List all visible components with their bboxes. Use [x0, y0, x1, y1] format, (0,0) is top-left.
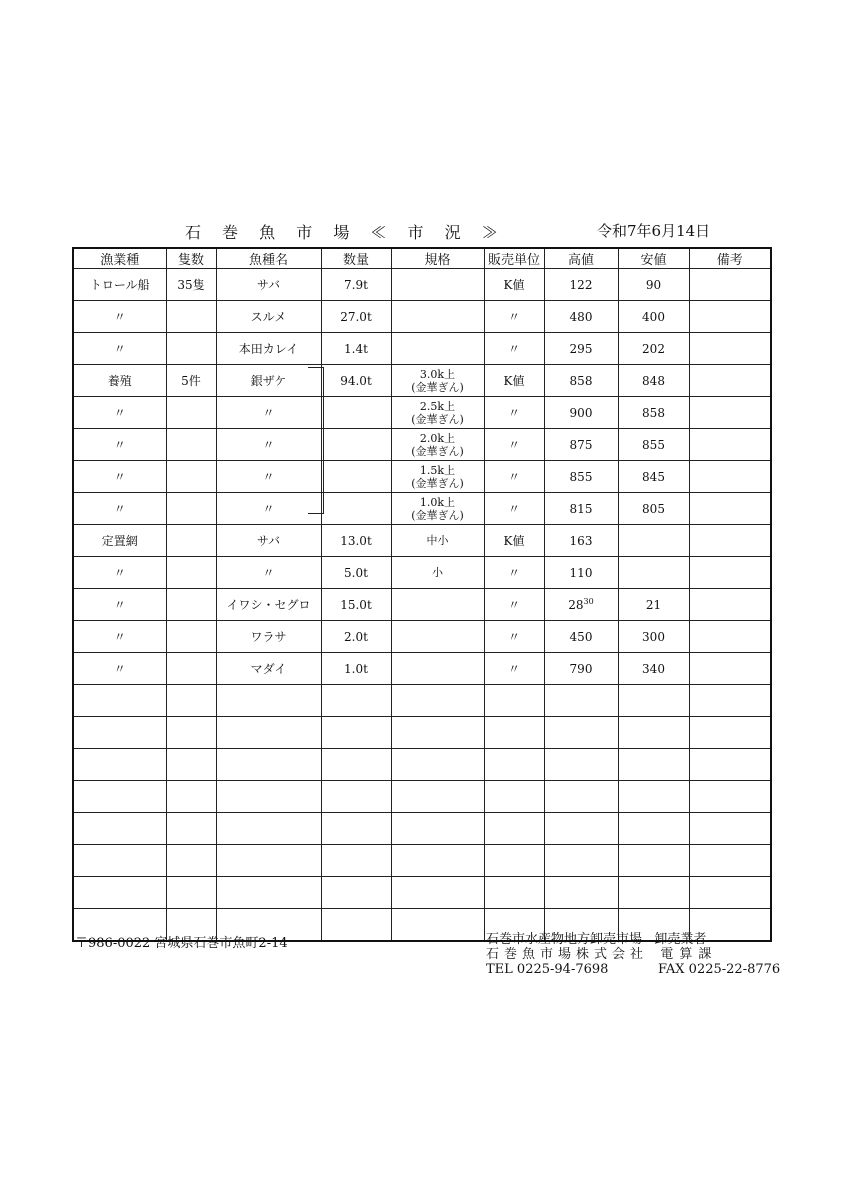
empty-cell [544, 845, 618, 877]
cell-fish: 本田カレイ [216, 333, 321, 365]
empty-cell [391, 813, 484, 845]
empty-cell [216, 781, 321, 813]
cell-type: 〃 [73, 461, 166, 493]
cell-spec [391, 525, 484, 557]
cell-high [544, 429, 618, 461]
cell-type: 定置網 [73, 525, 166, 557]
cell-note [689, 621, 771, 653]
cell-high [544, 493, 618, 525]
grouping-bracket [308, 367, 324, 514]
cell-unit: 〃 [484, 333, 544, 365]
empty-cell [689, 845, 771, 877]
cell-count [166, 429, 216, 461]
cell-fish: マダイ [216, 653, 321, 685]
cell-qty [321, 461, 391, 493]
cell-qty: 1.4t [321, 333, 391, 365]
spec-line: 3.0k上 [419, 367, 456, 381]
cell-unit: 〃 [484, 557, 544, 589]
footer-contact [486, 932, 780, 977]
empty-row [73, 749, 771, 781]
spec-line: 中小 [426, 534, 449, 547]
empty-cell [544, 813, 618, 845]
high-value: 858 [569, 373, 593, 388]
cell-high [544, 525, 618, 557]
cell-spec [391, 365, 484, 397]
empty-cell [166, 749, 216, 781]
cell-count [166, 397, 216, 429]
cell-type: 〃 [73, 429, 166, 461]
cell-count [166, 461, 216, 493]
cell-low: 202 [618, 333, 689, 365]
empty-cell [321, 685, 391, 717]
cell-low: 340 [618, 653, 689, 685]
empty-cell [689, 813, 771, 845]
cell-unit: 〃 [484, 493, 544, 525]
cell-qty: 15.0t [321, 589, 391, 621]
cell-fish: イワシ・セグロ [216, 589, 321, 621]
col-header: 漁業種 [73, 248, 166, 269]
cell-type: 〃 [73, 621, 166, 653]
cell-note [689, 333, 771, 365]
cell-fish: サバ [216, 269, 321, 301]
spec-line: (金華ぎん) [411, 508, 464, 522]
cell-high [544, 269, 618, 301]
cell-note [689, 301, 771, 333]
empty-cell [689, 877, 771, 909]
cell-unit: K値 [484, 269, 544, 301]
footer-org1: 石巻市水産物地方卸売市場 [486, 932, 643, 947]
spec-line: 1.5k上 [419, 463, 456, 477]
high-value: 875 [569, 437, 593, 452]
cell-count [166, 301, 216, 333]
high-value: 855 [569, 469, 593, 484]
cell-fish: 〃 [216, 429, 321, 461]
market-table [72, 247, 772, 942]
high-value: 450 [569, 629, 593, 644]
footer-address: 〒986-0022 宮城県石巻市魚町2-14 [75, 936, 288, 951]
cell-spec [391, 333, 484, 365]
cell-low: 858 [618, 397, 689, 429]
cell-type: 〃 [73, 589, 166, 621]
high-value: 815 [569, 501, 593, 516]
cell-low: 848 [618, 365, 689, 397]
table-row [73, 557, 771, 589]
cell-unit: K値 [484, 525, 544, 557]
empty-cell [484, 781, 544, 813]
empty-cell [544, 781, 618, 813]
empty-cell [73, 685, 166, 717]
spec-line: 小 [432, 566, 443, 579]
empty-cell [216, 845, 321, 877]
empty-cell [391, 909, 484, 942]
cell-low [618, 525, 689, 557]
empty-cell [544, 877, 618, 909]
empty-cell [391, 685, 484, 717]
empty-cell [484, 813, 544, 845]
empty-cell [391, 845, 484, 877]
empty-cell [484, 717, 544, 749]
cell-qty: 13.0t [321, 525, 391, 557]
cell-low: 300 [618, 621, 689, 653]
cell-count [166, 525, 216, 557]
cell-qty [321, 397, 391, 429]
high-value: 900 [569, 405, 593, 420]
spec-line: (金華ぎん) [411, 476, 464, 490]
high-value: 122 [569, 277, 593, 292]
cell-unit: K値 [484, 365, 544, 397]
cell-high [544, 621, 618, 653]
empty-cell [484, 877, 544, 909]
cell-count [166, 621, 216, 653]
col-header: 規格 [391, 248, 484, 269]
col-header: 販売単位 [484, 248, 544, 269]
empty-cell [216, 877, 321, 909]
empty-cell [391, 781, 484, 813]
empty-cell [618, 845, 689, 877]
empty-cell [618, 877, 689, 909]
cell-note [689, 461, 771, 493]
table-row [73, 653, 771, 685]
footer-tel: TEL 0225-94-7698 [486, 962, 609, 977]
high-value: 28 [568, 598, 584, 612]
table-row [73, 621, 771, 653]
col-header: 高値 [544, 248, 618, 269]
empty-cell [321, 909, 391, 942]
cell-count [166, 333, 216, 365]
cell-spec [391, 557, 484, 589]
cell-high [544, 653, 618, 685]
table-row [73, 397, 771, 429]
cell-count: 5件 [166, 365, 216, 397]
cell-type: 〃 [73, 653, 166, 685]
empty-cell [391, 717, 484, 749]
footer-dept: 電算課 [660, 947, 718, 962]
table-row [73, 493, 771, 525]
cell-type: 〃 [73, 301, 166, 333]
empty-cell [321, 749, 391, 781]
cell-count [166, 493, 216, 525]
empty-cell [618, 749, 689, 781]
cell-note [689, 269, 771, 301]
spec-line: 2.5k上 [419, 399, 456, 413]
col-header: 隻数 [166, 248, 216, 269]
cell-low: 845 [618, 461, 689, 493]
high-value-superscript: 30 [583, 597, 594, 606]
report-date: 令和7年6月14日 [597, 222, 711, 240]
table-row [73, 365, 771, 397]
cell-unit: 〃 [484, 653, 544, 685]
cell-note [689, 589, 771, 621]
empty-cell [618, 781, 689, 813]
cell-note [689, 429, 771, 461]
empty-cell [321, 813, 391, 845]
empty-row [73, 845, 771, 877]
cell-count: 35隻 [166, 269, 216, 301]
cell-high [544, 365, 618, 397]
cell-fish: サバ [216, 525, 321, 557]
cell-spec [391, 621, 484, 653]
empty-cell [484, 845, 544, 877]
col-header: 備考 [689, 248, 771, 269]
cell-unit: 〃 [484, 621, 544, 653]
cell-low: 21 [618, 589, 689, 621]
cell-low [618, 557, 689, 589]
header-row [73, 248, 771, 269]
cell-spec [391, 301, 484, 333]
empty-cell [73, 877, 166, 909]
empty-cell [618, 685, 689, 717]
empty-cell [321, 877, 391, 909]
table-row [73, 525, 771, 557]
empty-cell [544, 717, 618, 749]
cell-count [166, 653, 216, 685]
cell-qty: 7.9t [321, 269, 391, 301]
cell-type: 養殖 [73, 365, 166, 397]
footer-fax: FAX 0225-22-8776 [658, 962, 781, 977]
empty-cell [618, 813, 689, 845]
high-value: 163 [569, 533, 593, 548]
cell-type: 〃 [73, 397, 166, 429]
cell-qty: 5.0t [321, 557, 391, 589]
cell-note [689, 653, 771, 685]
cell-qty [321, 429, 391, 461]
high-value: 480 [569, 309, 593, 324]
empty-cell [484, 749, 544, 781]
cell-type: 〃 [73, 493, 166, 525]
cell-fish: ワラサ [216, 621, 321, 653]
cell-low: 90 [618, 269, 689, 301]
cell-unit: 〃 [484, 429, 544, 461]
cell-note [689, 493, 771, 525]
cell-high [544, 557, 618, 589]
spec-line: 1.0k上 [419, 495, 456, 509]
cell-spec [391, 653, 484, 685]
cell-type: トロール船 [73, 269, 166, 301]
cell-spec [391, 397, 484, 429]
cell-high [544, 397, 618, 429]
col-header: 安値 [618, 248, 689, 269]
cell-unit: 〃 [484, 589, 544, 621]
empty-cell [391, 749, 484, 781]
empty-cell [166, 845, 216, 877]
col-header: 数量 [321, 248, 391, 269]
cell-note [689, 365, 771, 397]
cell-low: 855 [618, 429, 689, 461]
col-header: 魚種名 [216, 248, 321, 269]
cell-high [544, 301, 618, 333]
footer-role: 卸売業者 [654, 932, 707, 947]
empty-cell [321, 845, 391, 877]
spec-line: (金華ぎん) [411, 444, 464, 458]
spec-line: 2.0k上 [419, 431, 456, 445]
empty-cell [484, 685, 544, 717]
empty-cell [166, 813, 216, 845]
cell-fish: 銀ザケ [216, 365, 321, 397]
cell-fish: スルメ [216, 301, 321, 333]
empty-cell [216, 685, 321, 717]
empty-cell [391, 877, 484, 909]
empty-cell [689, 685, 771, 717]
empty-cell [73, 717, 166, 749]
empty-cell [166, 685, 216, 717]
empty-cell [689, 781, 771, 813]
cell-type: 〃 [73, 557, 166, 589]
empty-row [73, 877, 771, 909]
empty-cell [166, 877, 216, 909]
cell-fish: 〃 [216, 461, 321, 493]
cell-spec [391, 269, 484, 301]
empty-row [73, 781, 771, 813]
empty-cell [73, 781, 166, 813]
empty-cell [618, 717, 689, 749]
cell-unit: 〃 [484, 301, 544, 333]
empty-row [73, 685, 771, 717]
empty-row [73, 717, 771, 749]
table-row [73, 301, 771, 333]
cell-note [689, 557, 771, 589]
cell-spec [391, 493, 484, 525]
cell-unit: 〃 [484, 461, 544, 493]
cell-spec [391, 461, 484, 493]
cell-fish: 〃 [216, 397, 321, 429]
cell-high [544, 589, 618, 621]
table-row [73, 589, 771, 621]
cell-qty: 1.0t [321, 653, 391, 685]
empty-cell [73, 813, 166, 845]
cell-fish: 〃 [216, 493, 321, 525]
empty-cell [73, 845, 166, 877]
table-row [73, 461, 771, 493]
cell-fish: 〃 [216, 557, 321, 589]
empty-cell [321, 717, 391, 749]
high-value: 110 [569, 565, 593, 580]
cell-count [166, 557, 216, 589]
cell-unit: 〃 [484, 397, 544, 429]
cell-spec [391, 589, 484, 621]
table-row [73, 429, 771, 461]
cell-count [166, 589, 216, 621]
empty-cell [216, 749, 321, 781]
empty-cell [321, 781, 391, 813]
cell-spec [391, 429, 484, 461]
cell-high [544, 461, 618, 493]
cell-note [689, 525, 771, 557]
cell-low: 805 [618, 493, 689, 525]
empty-cell [166, 781, 216, 813]
footer-org2: 石巻魚市場株式会社 [486, 947, 649, 962]
high-value: 790 [569, 661, 593, 676]
empty-cell [544, 685, 618, 717]
cell-low: 400 [618, 301, 689, 333]
empty-cell [689, 749, 771, 781]
table-row [73, 333, 771, 365]
cell-note [689, 397, 771, 429]
page-title: 石 巻 魚 市 場 ≪ 市 況 ≫ [185, 223, 506, 242]
empty-cell [73, 749, 166, 781]
empty-row [73, 813, 771, 845]
spec-line: (金華ぎん) [411, 412, 464, 426]
cell-qty: 27.0t [321, 301, 391, 333]
high-value: 295 [569, 341, 593, 356]
cell-qty [321, 493, 391, 525]
cell-type: 〃 [73, 333, 166, 365]
cell-high [544, 333, 618, 365]
empty-cell [544, 749, 618, 781]
empty-cell [166, 717, 216, 749]
spec-line: (金華ぎん) [411, 380, 464, 394]
empty-cell [216, 813, 321, 845]
empty-cell [689, 717, 771, 749]
cell-qty: 94.0t [321, 365, 391, 397]
empty-cell [216, 717, 321, 749]
cell-qty: 2.0t [321, 621, 391, 653]
table-row [73, 269, 771, 301]
